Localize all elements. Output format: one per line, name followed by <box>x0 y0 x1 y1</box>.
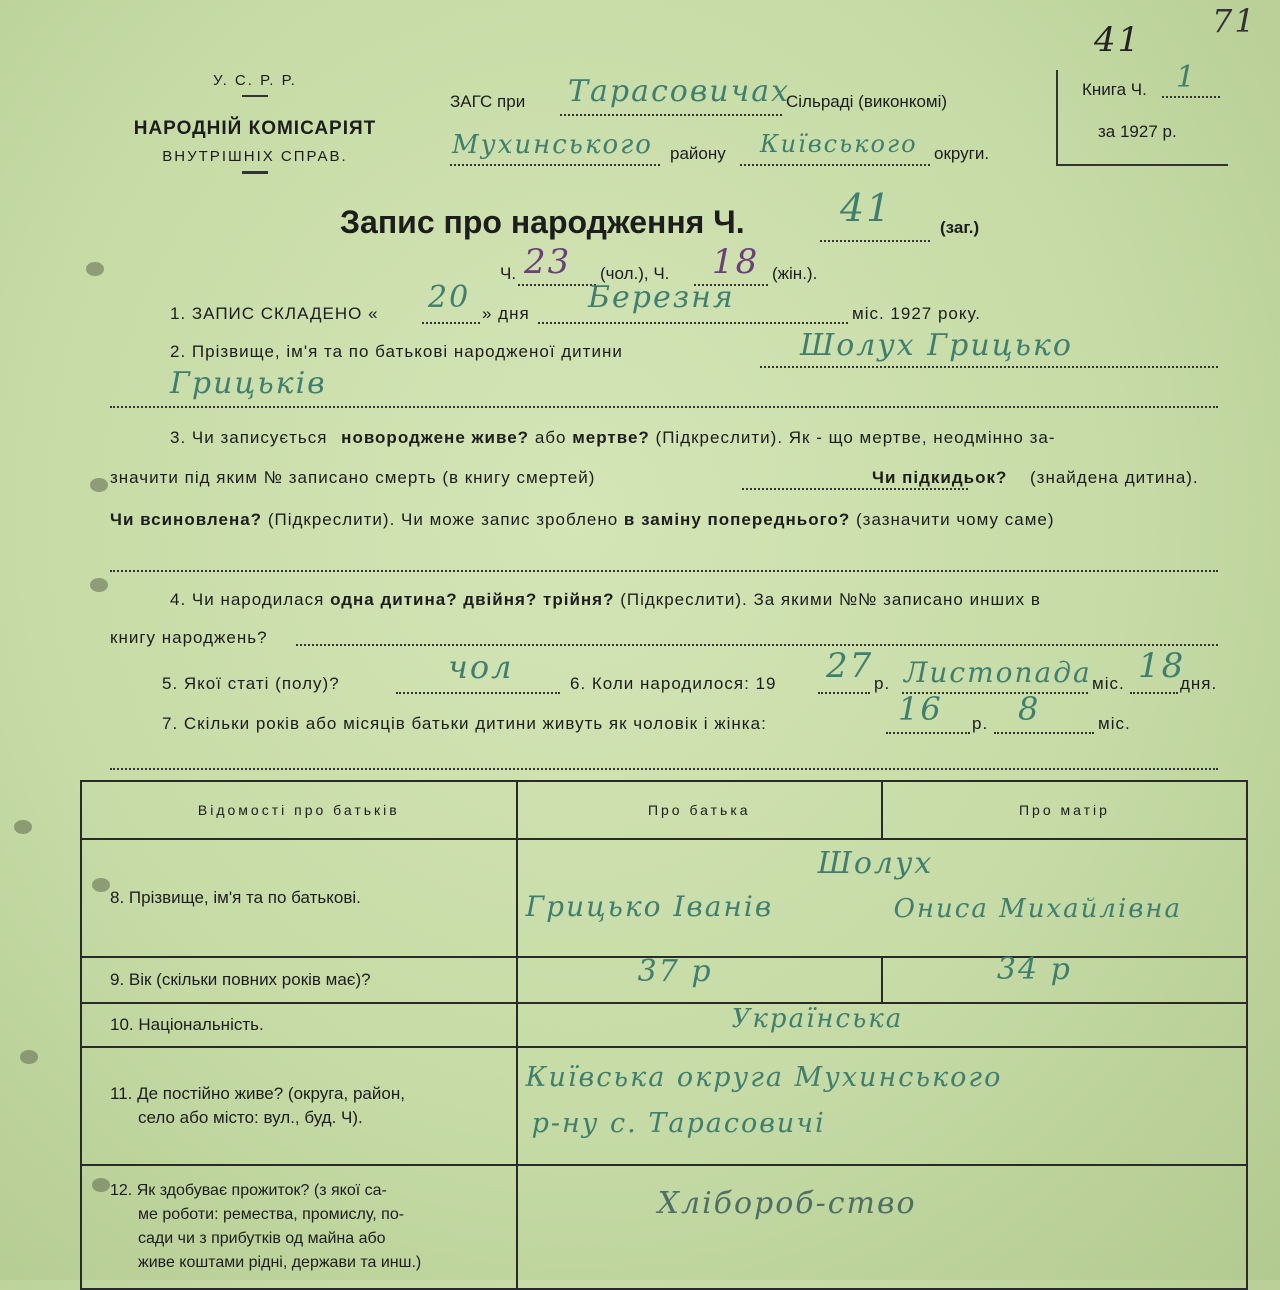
col-father-header: Про батька <box>517 781 882 839</box>
council-label: Сільраді (виконкомі) <box>786 92 948 111</box>
months-field <box>994 710 1094 734</box>
mother-age-value: 34 р <box>996 952 1072 987</box>
item3-line1 <box>170 428 1230 448</box>
stamp-number: 41 <box>1094 20 1142 60</box>
female-label: (жін.). <box>772 264 818 283</box>
birth-date-label: 6. Коли народилося: 19 <box>570 674 777 693</box>
title-text: Запис про народження Ч. <box>340 204 745 240</box>
year-label: міс. 1927 року. <box>852 304 982 323</box>
table-row <box>81 957 1247 1003</box>
item-5-6 <box>162 646 1222 700</box>
mother-name-value: Ониса Михайлівна <box>893 894 1183 924</box>
father-age-cell <box>517 954 882 1003</box>
table-row <box>81 1047 1247 1165</box>
female-count-value: 18 <box>712 242 760 282</box>
item4-options: одна дитина? двійня? трійня? <box>330 590 615 609</box>
issuer-block <box>150 72 360 103</box>
item1-label: 1. ЗАПИС СКЛАДЕНО « <box>170 304 379 323</box>
item3-text: 3. Чи записується <box>170 428 328 447</box>
father-age-value: 37 р <box>637 954 713 989</box>
commissariat-block <box>100 118 410 180</box>
zags-line-1 <box>450 74 1010 118</box>
item3-blank-line <box>110 548 1218 572</box>
item3-line3 <box>110 510 1230 530</box>
okruha-label: округи. <box>934 144 990 163</box>
page-number: 71 <box>1212 2 1257 40</box>
mother-age-cell <box>882 952 1247 1003</box>
zags-label: ЗАГС при <box>450 92 526 111</box>
table-row <box>81 1165 1247 1289</box>
years-suffix: р. <box>972 714 989 733</box>
year-label: за 1927 р. <box>1098 122 1177 141</box>
residence-cell <box>517 1047 1247 1165</box>
table-header-row <box>81 781 1247 839</box>
birth-year-value: 27 <box>826 646 874 686</box>
father-name-value: Грицько Іванів <box>525 890 774 923</box>
ch-label: Ч. <box>500 264 517 283</box>
usrr-label: У. С. Р. Р. <box>213 72 297 89</box>
okruha-value: Київського <box>760 130 918 158</box>
residence-value-2: р-ну с. Тарасовичі <box>531 1108 826 1139</box>
title-number-value: 41 <box>840 186 893 230</box>
binding-hole <box>86 262 104 276</box>
item3-adopted: Чи всиновлена? <box>110 510 263 529</box>
row9-label: 9. Вік (скільки повних років має)? <box>81 957 517 1003</box>
month-suffix: міс. <box>1092 674 1125 693</box>
item4-text: 4. Чи народилася <box>170 590 325 609</box>
col-parents-info-header: Відомості про батьків <box>81 781 517 839</box>
item3-foundling-note: (знайдена дитина). <box>1030 468 1199 487</box>
divider <box>242 171 268 174</box>
book-box <box>1056 60 1228 166</box>
item2-label: 2. Прізвище, ім'я та по батькові народженої дитини <box>170 342 623 361</box>
record-title <box>340 186 1040 248</box>
row12-label <box>81 1165 517 1289</box>
item3-text-2: (Підкреслити). Як - що мертве, неодмінно за- <box>655 428 1056 447</box>
row12-label-line1: 12. Як здобуває прожиток? (з якої са- <box>110 1182 387 1199</box>
occupation-value: Хлібороб-ство <box>657 1186 917 1221</box>
item3-dead: мертве? <box>572 428 650 447</box>
binding-hole <box>14 820 32 834</box>
row12-label-line4: живе коштами рідні, держави та инш.) <box>138 1254 422 1271</box>
surname-value: Шолух <box>817 846 934 881</box>
marriage-duration-label: 7. Скільки років або місяців батьки дитини живуть як чоловік і жінка: <box>162 714 767 733</box>
item3-text-4: (зазначити чому саме) <box>855 510 1055 529</box>
item3-text-3: (Підкреслити). Чи може запис зроблено <box>267 510 619 529</box>
child-name-value: Шолух Грицько <box>800 328 1073 363</box>
occupation-cell <box>517 1165 1247 1289</box>
general-label: (заг.) <box>940 218 980 237</box>
year-suffix: р. <box>874 674 891 693</box>
row11-label-line1: 11. Де постійно живе? (округа, район, <box>110 1084 405 1103</box>
col-mother-header: Про матір <box>882 781 1247 839</box>
day-suffix: дня. <box>1180 674 1218 693</box>
day-value: 20 <box>428 280 471 315</box>
row12-label-line2: ме роботи: ремества, промислу, по- <box>138 1206 405 1223</box>
male-label: (чол.), Ч. <box>600 264 670 283</box>
item-1 <box>170 280 1050 328</box>
row12-label-line3: сади чи з прибутків од майна або <box>138 1230 386 1247</box>
binding-hole <box>90 578 108 592</box>
item4-text-2: (Підкреслити). За якими №№ записано инших в <box>620 590 1041 609</box>
item4-line1 <box>170 590 1230 610</box>
day-suffix: » дня <box>482 304 530 323</box>
months-suffix: міс. <box>1098 714 1131 733</box>
internal-affairs-label: ВНУТРІШНІХ СПРАВ. <box>162 148 348 165</box>
binding-hole <box>90 478 108 492</box>
commissariat-label: НАРОДНІЙ КОМІСАРІЯТ <box>133 118 377 139</box>
row10-label: 10. Національність. <box>81 1003 517 1047</box>
residence-value-1: Київська округа Мухинського <box>525 1062 1003 1093</box>
sex-value: чол <box>448 648 514 686</box>
nationality-cell <box>517 1003 1247 1047</box>
item3-alive: новороджене живе? <box>341 428 530 447</box>
binding-hole <box>20 1050 38 1064</box>
row8-values <box>517 839 1247 957</box>
village-value: Тарасовичах <box>568 74 791 109</box>
item3-line2 <box>110 468 1230 494</box>
item7-blank-line <box>110 748 1218 770</box>
item3-foundling: Чи підкидьок? <box>872 468 1008 487</box>
sex-label: 5. Якої статі (полу)? <box>162 674 340 693</box>
item4-line2: книгу народжень? <box>110 628 268 647</box>
row8-label: 8. Прізвище, ім'я та по батькові. <box>81 839 517 957</box>
birth-day-value: 18 <box>1138 646 1186 686</box>
male-count-value: 23 <box>524 242 572 282</box>
table-row <box>81 839 1247 957</box>
table-row <box>81 1003 1247 1047</box>
district-value: Мухинського <box>452 130 653 160</box>
birth-month-value: Листопада <box>904 656 1092 689</box>
book-number-value: 1 <box>1176 60 1198 95</box>
book-label: Книга Ч. <box>1082 80 1147 99</box>
nationality-value: Українська <box>731 1004 904 1034</box>
months-value: 8 <box>1018 690 1041 728</box>
zags-line-2 <box>450 130 1010 170</box>
row11-label-line2: село або місто: вул., буд. Ч). <box>138 1108 363 1127</box>
item3-death-text: значити під яким № записано смерть (в книгу смертей) <box>110 468 596 487</box>
item4-field <box>296 624 1218 646</box>
district-label: району <box>670 144 726 163</box>
item3-or: або <box>534 428 567 447</box>
item3-replacement: в заміну попереднього? <box>623 510 851 529</box>
row11-label <box>81 1047 517 1165</box>
item-7 <box>162 690 1162 742</box>
month-value: Березня <box>588 280 735 315</box>
parents-table <box>80 780 1248 1290</box>
years-value: 16 <box>898 690 943 728</box>
child-patronymic-value: Грицьків <box>170 366 327 401</box>
divider <box>242 95 268 97</box>
